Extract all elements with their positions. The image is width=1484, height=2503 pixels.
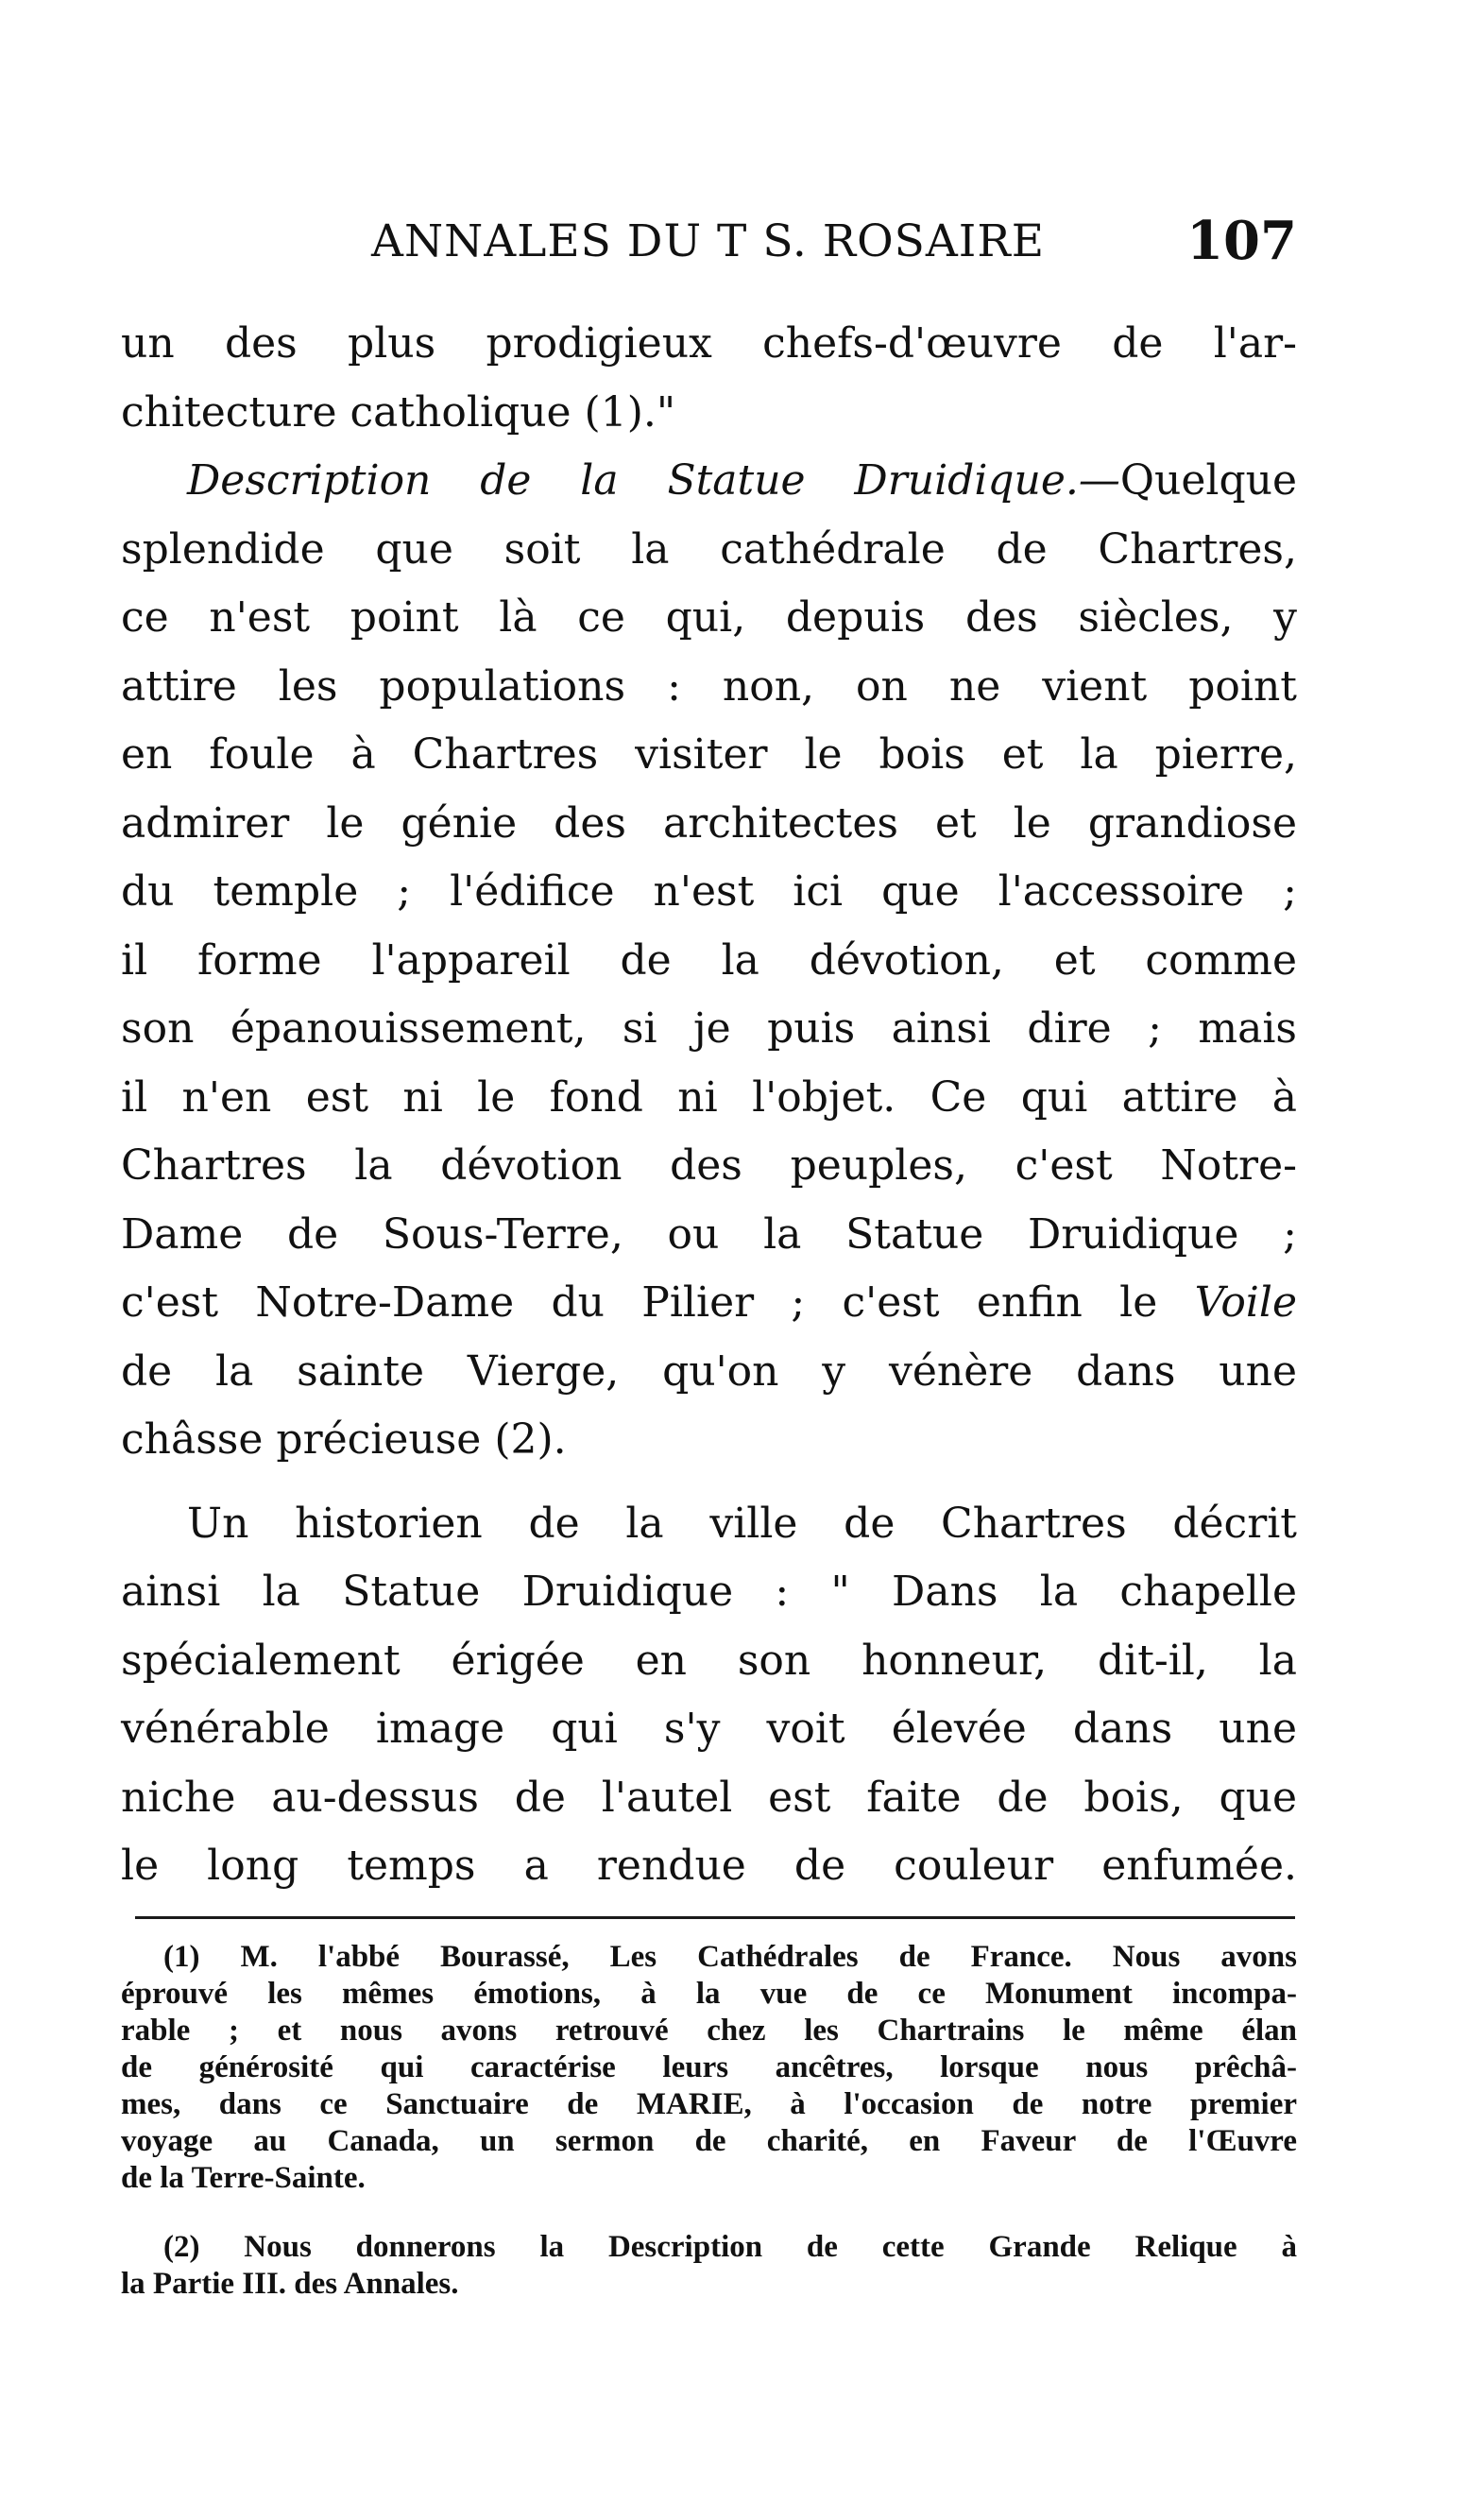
footnote-line: voyage au Canada, un sermon de charité, en Faveur de l'Œuvre [121, 2124, 1297, 2158]
footnote-line: de la Terre-Sainte. [121, 2161, 366, 2195]
text-fragment: c'est Notre-Dame du Pilier ; c'est enfin le [121, 1278, 1158, 1327]
text-line: chitecture catholique (1)." [121, 387, 676, 437]
footnote-line: (1) M. l'abbé Bourassé, Les Cathédrales de France. Nous avons [163, 1940, 1297, 1974]
text-line: un des plus prodigieux chefs-d'œuvre de l'ar- [121, 319, 1297, 368]
footnote-line: éprouvé les mêmes émotions, à la vue de ce Monument incompa- [121, 1977, 1297, 2011]
section-heading: Description de la Statue Druidique.— [187, 456, 1120, 505]
text-line [121, 1269, 1297, 1338]
text-line: en foule à Chartres visiter le bois et la pierre, [121, 730, 1297, 779]
footnote-gap [121, 2197, 1297, 2229]
text-line: spécialement érigée en son honneur, dit-il, la [121, 1636, 1297, 1685]
footnote-line: la Partie III. des Annales. [121, 2267, 459, 2301]
paragraph-gap [121, 1475, 1297, 1490]
text-line: son épanouissement, si je puis ainsi dire ; mais [121, 1004, 1297, 1053]
footnote-rule [135, 1916, 1295, 1919]
text-line: du temple ; l'édifice n'est ici que l'accessoire ; [121, 867, 1297, 916]
footnote-line: rable ; et nous avons retrouvé chez les Chartrains le même élan [121, 2014, 1297, 2048]
footnote-line: de générosité qui caractérise leurs ancêtres, lorsque nous prêchâ- [121, 2050, 1297, 2084]
text-line: niche au-dessus de l'autel est faite de bois, que [121, 1773, 1297, 1822]
text-line: il forme l'appareil de la dévotion, et comme [121, 935, 1297, 985]
page-number: 107 [1186, 210, 1297, 272]
text-line: châsse précieuse (2). [121, 1415, 567, 1464]
footnote-line: mes, dans ce Sanctuaire de MARIE, à l'occasion de notre premier [121, 2087, 1297, 2121]
running-head [121, 210, 1297, 291]
text-line: Un historien de la ville de Chartres décrit [187, 1499, 1297, 1548]
text-line: le long temps a rendue de couleur enfumée. [121, 1842, 1297, 1890]
main-text [121, 310, 1297, 1901]
text-line [121, 447, 1297, 516]
text-line: splendide que soit la cathédrale de Chartres, [121, 524, 1297, 574]
running-title: ANNALES DU T S. ROSAIRE [371, 215, 1046, 267]
text-fragment: Quelque [1119, 456, 1297, 505]
italic-word: Voile [1194, 1278, 1297, 1327]
text-line: admirer le génie des architectes et le grandiose [121, 798, 1297, 848]
text-line: Dame de Sous-Terre, ou la Statue Druidique ; [121, 1209, 1297, 1259]
footnotes [121, 1939, 1297, 2303]
text-line: Chartres la dévotion des peuples, c'est Notre- [121, 1141, 1297, 1190]
text-line: il n'en est ni le fond ni l'objet. Ce qui attire à [121, 1072, 1297, 1122]
text-line: attire les populations : non, on ne vient point [121, 661, 1297, 711]
footnote-line: (2) Nous donnerons la Description de cette Grande Relique à [163, 2230, 1297, 2264]
text-line: vénérable image qui s'y voit élevée dans une [121, 1705, 1297, 1753]
text-line: ce n'est point là ce qui, depuis des siècles, y [121, 593, 1297, 642]
text-line: ainsi la Statue Druidique : " Dans la chapelle [121, 1568, 1297, 1616]
text-line: de la sainte Vierge, qu'on y vénère dans une [121, 1346, 1297, 1396]
